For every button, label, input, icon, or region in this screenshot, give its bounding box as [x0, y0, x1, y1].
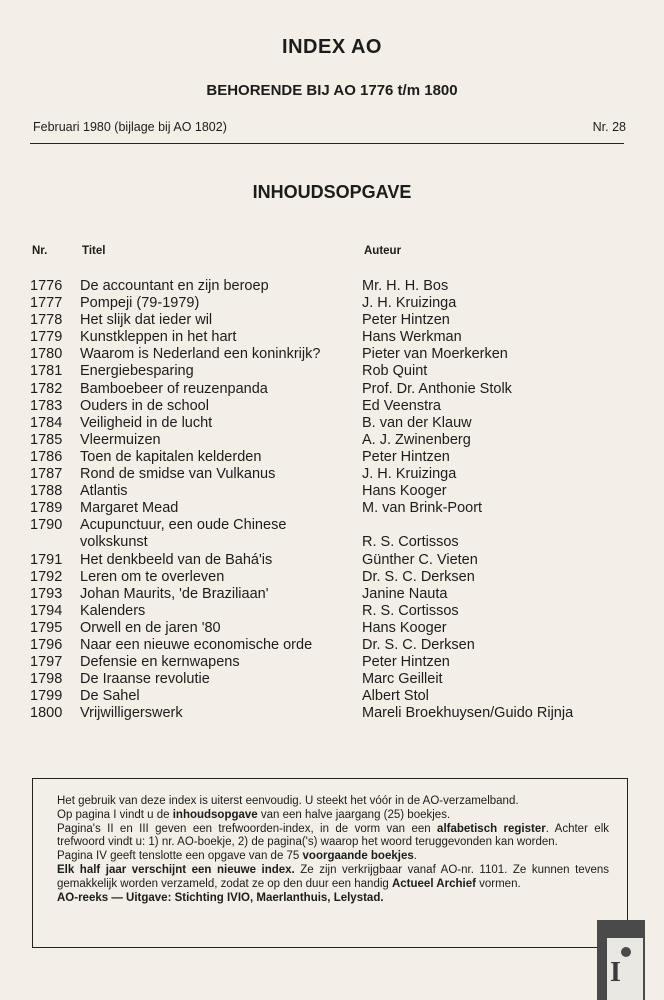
row-auteur: Hans Kooger [362, 619, 447, 636]
row-titel: Veiligheid in de lucht [80, 414, 213, 431]
row-titel: Johan Maurits, 'de Braziliaan' [80, 585, 269, 602]
row-auteur: B. van der Klauw [362, 414, 472, 431]
row-nr: 1795 [30, 619, 63, 636]
row-nr: 1792 [30, 568, 63, 585]
row-nr: 1787 [30, 466, 63, 483]
note-emphasis: voorgaande boekjes [302, 850, 414, 863]
row-auteur: Peter Hintzen [362, 654, 450, 671]
row-titel: Kunstkleppen in het hart [80, 329, 237, 346]
row-auteur: Rob Quint [362, 363, 428, 380]
note-contents [57, 809, 609, 823]
row-titel: Bamboebeer of reuzenpanda [80, 380, 268, 397]
row-nr: 1790 [30, 517, 63, 534]
row-titel: Kalenders [80, 602, 146, 619]
table-row [0, 449, 664, 466]
row-auteur: Dr. S. C. Derksen [362, 636, 475, 653]
row-nr: 1779 [30, 329, 63, 346]
row-titel: De Iraanse revolutie [80, 671, 210, 688]
row-auteur: Albert Stol [362, 688, 429, 705]
table-row [0, 466, 664, 483]
row-nr: 1794 [30, 602, 63, 619]
row-nr: 1784 [30, 414, 63, 431]
table-row [0, 432, 664, 449]
row-auteur: Mr. H. H. Bos [362, 278, 449, 294]
publisher-text: AO-reeks — Uitgave: Stichting IVIO, Maerlanthuis, Lelystad. [57, 891, 384, 904]
row-auteur: A. J. Zwinenberg [362, 431, 471, 448]
note-text: Pagina IV geeft tenslotte een opgave van de 75 [57, 850, 303, 863]
table-row [0, 517, 664, 551]
row-nr: 1782 [30, 380, 63, 397]
row-titel: Het slijk dat ieder wil [80, 312, 213, 329]
note-previous [57, 850, 609, 864]
row-nr: 1776 [30, 278, 63, 294]
row-titel: Naar een nieuwe economische orde [80, 636, 313, 653]
page-subtitle: BEHORENDE BIJ AO 1776 t/m 1800 [206, 82, 458, 99]
row-titel: Defensie en kernwapens [80, 654, 240, 671]
table-row [0, 312, 664, 329]
row-auteur: R. S. Cortissos [362, 534, 459, 551]
row-nr: 1783 [30, 397, 63, 414]
row-nr: 1788 [30, 483, 63, 500]
row-titel: Ouders in de school [80, 397, 209, 414]
row-auteur: Marc Geilleit [362, 671, 443, 688]
table-row [0, 671, 664, 688]
row-auteur: Günther C. Vieten [362, 551, 478, 568]
row-titel: Rond de smidse van Vulkanus [80, 466, 276, 483]
publisher-line [57, 892, 609, 906]
row-auteur: M. van Brink-Poort [362, 500, 483, 517]
note-text: . [413, 850, 417, 863]
table-row [0, 569, 664, 586]
row-auteur: Janine Nauta [362, 585, 448, 602]
row-titel: Vleermuizen [80, 431, 161, 448]
table-row [0, 483, 664, 500]
row-auteur: J. H. Kruizinga [362, 466, 457, 483]
row-nr: 1778 [30, 312, 63, 329]
table-row [0, 500, 664, 517]
page-title: INDEX AO [282, 36, 382, 58]
note-text: van een halve jaargang (25) boekjes. [257, 808, 451, 821]
table-row [0, 381, 664, 398]
note-emphasis: alfabetisch register [437, 822, 546, 835]
table-row [0, 346, 664, 363]
row-auteur: Dr. S. C. Derksen [362, 568, 475, 585]
table-row [0, 586, 664, 603]
note-text: . Achter elk trefwoord vindt u: 1) nr. AO-boekje, 2) de pagina('s) waarop het woord teruggevonden kan worden. [57, 822, 610, 849]
note-text: Pagina's II en III geven een trefwoorden-index, in de vorm van een [57, 822, 438, 835]
row-titel: De Sahel [80, 688, 140, 705]
table-row [0, 329, 664, 346]
row-nr: 1800 [30, 705, 63, 722]
table-row [0, 415, 664, 432]
row-auteur: Mareli Broekhuysen/Guido Rijnja [362, 705, 574, 722]
row-auteur: Ed Veenstra [362, 397, 441, 414]
row-titel: Orwell en de jaren '80 [80, 619, 221, 636]
table-row [0, 705, 664, 722]
column-header-auteur: Auteur [364, 245, 402, 257]
table-row [0, 398, 664, 415]
row-auteur: Prof. Dr. Anthonie Stolk [362, 380, 512, 397]
row-titel: De accountant en zijn beroep [80, 278, 269, 294]
date-note: Februari 1980 (bijlage bij AO 1802) [33, 120, 227, 134]
row-nr: 1799 [30, 688, 63, 705]
instructions-box [32, 778, 628, 948]
row-nr: 1780 [30, 346, 63, 363]
row-nr: 1798 [30, 671, 63, 688]
tab-letter: I [610, 957, 621, 988]
row-auteur: Hans Werkman [362, 329, 462, 346]
row-titel: Het denkbeeld van de Bahá'is [80, 551, 273, 568]
row-titel: Atlantis [80, 483, 128, 500]
row-nr: 1791 [30, 551, 63, 568]
row-auteur: J. H. Kruizinga [362, 295, 457, 312]
column-header-nr: Nr. [32, 245, 48, 257]
column-header-titel: Titel [82, 245, 106, 257]
row-nr: 1793 [30, 585, 63, 602]
row-titel: Toen de kapitalen kelderden [80, 448, 262, 465]
header-divider [30, 143, 624, 144]
row-auteur: Peter Hintzen [362, 312, 450, 329]
row-titel: Acupunctuur, een oude Chinese volkskunst [80, 517, 287, 551]
row-nr: 1789 [30, 500, 63, 517]
row-auteur: R. S. Cortissos [362, 602, 459, 619]
table-row [0, 620, 664, 637]
row-auteur: Hans Kooger [362, 483, 447, 500]
row-titel: Waarom is Nederland een koninkrijk? [80, 346, 321, 363]
table-row [0, 603, 664, 620]
row-titel: Vrijwilligerswerk [80, 705, 183, 722]
table-row [0, 363, 664, 380]
row-nr: 1786 [30, 448, 63, 465]
row-auteur: Pieter van Moerkerken [362, 346, 508, 363]
note-register [57, 823, 609, 851]
row-titel: Energiebesparing [80, 363, 194, 380]
table-row [0, 637, 664, 654]
row-auteur: Peter Hintzen [362, 448, 450, 465]
tab-hole-icon [621, 947, 631, 957]
note-emphasis: Elk half jaar verschijnt een nieuwe index. [57, 863, 295, 876]
note-emphasis: inhoudsopgave [172, 808, 258, 821]
table-row [0, 688, 664, 705]
note-text: Ze zijn verkrijgbaar vanaf AO-nr. 1101. Ze kunnen tevens gemakkelijk worden verzameld, zodat ze op den duur een handig [57, 863, 609, 890]
note-text: Op pagina I vindt u de [57, 808, 173, 821]
table-row [0, 654, 664, 671]
row-nr: 1781 [30, 363, 63, 380]
note-text: vormen. [475, 877, 521, 890]
row-nr: 1785 [30, 431, 63, 448]
table-row [0, 552, 664, 569]
table-row [0, 278, 664, 295]
note-frequency [57, 864, 609, 892]
issue-number: Nr. 28 [592, 120, 626, 134]
instructions-text [57, 795, 609, 905]
note-usage: Het gebruik van deze index is uiterst eenvoudig. U steekt het vóór in de AO-verzamelband. [57, 795, 519, 807]
note-emphasis: Actueel Archief [391, 877, 476, 890]
row-nr: 1777 [30, 295, 63, 312]
contents-table [0, 278, 664, 722]
contents-heading: INHOUDSOPGAVE [252, 182, 412, 202]
row-titel: Margaret Mead [80, 500, 179, 517]
row-titel: Leren om te overleven [80, 568, 225, 585]
row-nr: 1796 [30, 636, 63, 653]
row-nr: 1797 [30, 654, 63, 671]
row-titel: Pompeji (79-1979) [80, 295, 200, 312]
table-row [0, 295, 664, 312]
